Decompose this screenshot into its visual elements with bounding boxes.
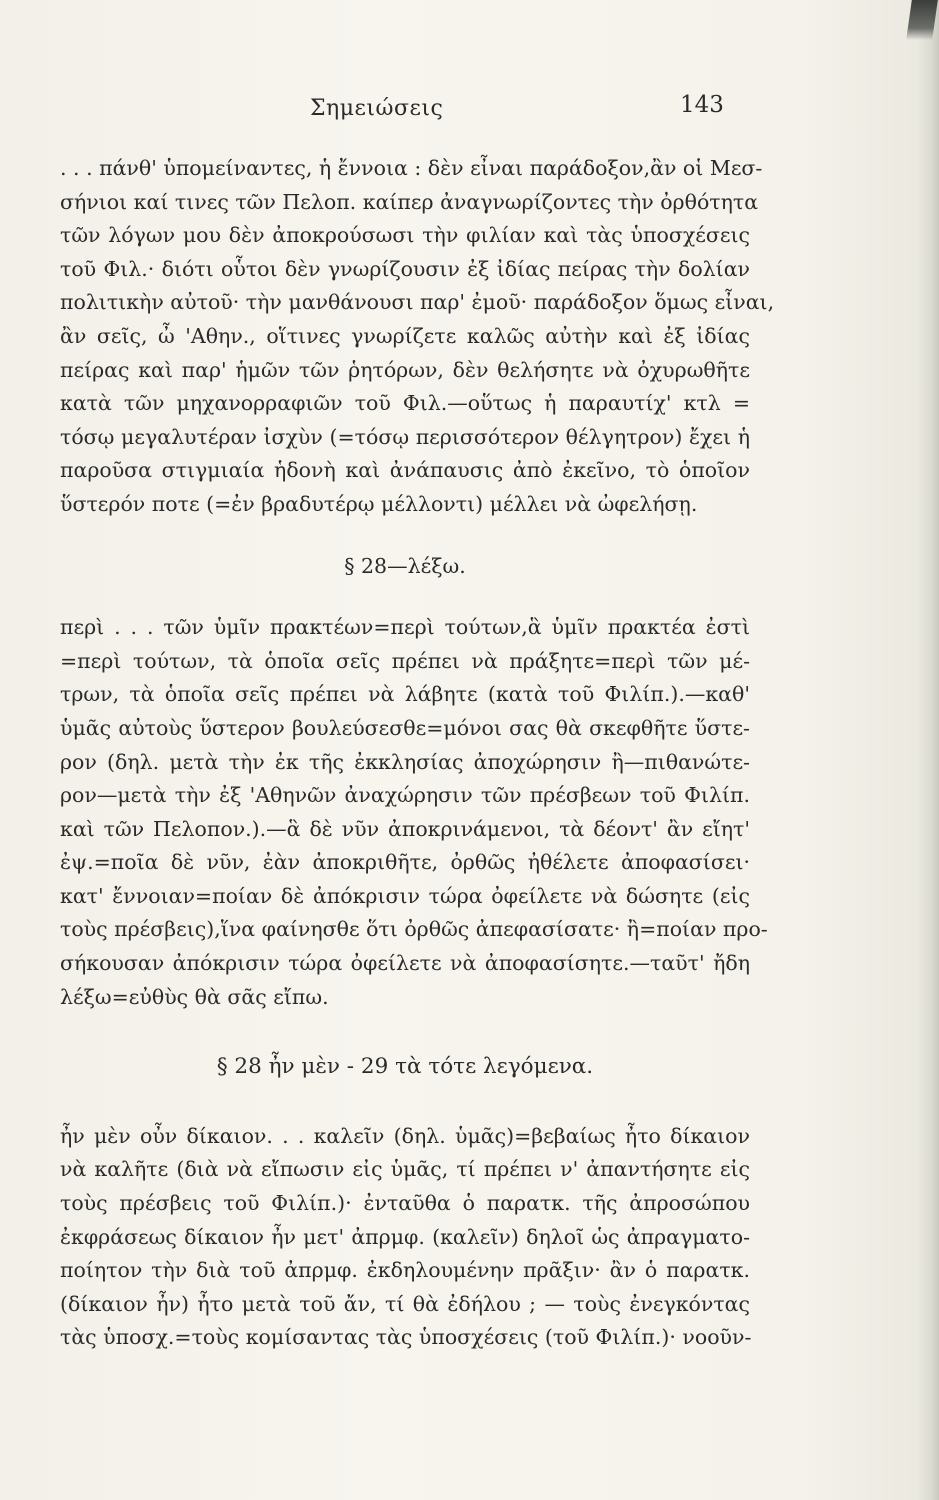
text-line: κατ' ἔννοιαν=ποίαν δὲ ἀπόκρισιν τώρα ὀφείλετε νὰ δώσητε (εἰς	[60, 883, 750, 908]
text-line: καὶ τῶν Πελοπον.).—ἃ δὲ νῦν ἀποκρινάμενοι, τὰ δέοντ' ἂν εἴητ'	[60, 816, 750, 841]
text-line: τοὺς πρέσβεις),ἵνα φαίνησθε ὅτι ὀρθῶς ἀπεφασίσατε· ἢ=ποίαν προ-	[60, 917, 768, 942]
paragraph-2	[60, 611, 768, 1014]
text-line: τὰς ὑποσχ.=τοὺς κομίσαντας τὰς ὑποσχέσεις (τοῦ Φιλίπ.)· νοοῦν-	[60, 1325, 752, 1350]
page-edge-shadow	[917, 0, 939, 1500]
text-line: ρον—μετὰ τὴν ἐξ 'Αθηνῶν ἀναχώρησιν τῶν πρέσβεων τοῦ Φιλίπ.	[60, 783, 750, 808]
page-header	[60, 92, 724, 128]
running-head: Σημειώσεις	[310, 96, 444, 121]
text-line: ἦν μὲν οὖν δίκαιον. . . καλεῖν (δηλ. ὑμᾶς)=βεβαίως ἦτο δίκαιον	[60, 1123, 750, 1148]
text-line: ὕστερόν ποτε (=ἐν βραδυτέρῳ μέλλοντι) μέλλει νὰ ὠφελήσῃ.	[60, 491, 698, 516]
page-number: 143	[680, 92, 724, 118]
page-body	[60, 152, 775, 1355]
text-line: σήκουσαν ἀπόκρισιν τώρα ὀφείλετε νὰ ἀποφασίσητε.—ταῦτ' ἤδη	[60, 951, 750, 976]
paragraph-3	[60, 1120, 750, 1355]
text-line: σήνιοι καί τινες τῶν Πελοπ. καίπερ ἀναγνωρίζοντες τὴν ὀρθότητα	[60, 189, 759, 214]
text-line: =περὶ τούτων, τὰ ὁποῖα σεῖς πρέπει νὰ πράξητε=περὶ τῶν μέ-	[60, 648, 750, 673]
paragraph-1	[60, 152, 775, 522]
text-line: ἐκφράσεως δίκαιον ἦν μετ' ἀπρμφ. (καλεῖν) δηλοῖ ὡς ἀπραγματο-	[60, 1224, 750, 1249]
text-line: . . . πάνθ' ὑπομείναντες, ἡ ἔννοια : δὲν εἶναι παράδοξον,ἂν οἱ Μεσ-	[60, 156, 763, 180]
text-line: πολιτικὴν αὐτοῦ· τὴν μανθάνουσι παρ' ἐμοῦ· παράδοξον ὅμως εἶναι,	[60, 290, 775, 315]
text-line: ρον (δηλ. μετὰ τὴν ἐκ τῆς ἐκκλησίας ἀποχώρησιν ἢ—πιθανώτε-	[60, 749, 750, 774]
text-line: παροῦσα στιγμιαία ἡδονὴ καὶ ἀνάπαυσις ἀπὸ ἐκεῖνο, τὸ ὁποῖον	[60, 458, 750, 483]
text-line: κατὰ τῶν μηχανορραφιῶν τοῦ Φιλ.—οὕτως ἡ παραυτίχ' κτλ =	[60, 391, 750, 416]
text-line: νὰ καλῆτε (διὰ νὰ εἴπωσιν εἰς ὑμᾶς, τί πρέπει ν' ἀπαντήσητε εἰς	[60, 1157, 750, 1182]
text-line: πείρας καὶ παρ' ἡμῶν τῶν ῥητόρων, δὲν θελήσητε νὰ ὀχυρωθῆτε	[60, 357, 750, 382]
text-line: τοὺς πρέσβεις τοῦ Φιλίπ.)· ἐνταῦθα ὁ παρατκ. τῆς ἀπροσώπου	[60, 1191, 750, 1216]
text-line: ποίητον τὴν διὰ τοῦ ἀπρμφ. ἐκδηλουμένην πρᾶξιν· ἂν ὁ παρατκ.	[60, 1258, 750, 1283]
text-line: περὶ . . . τῶν ὑμῖν πρακτέων=περὶ τούτων,ἃ ὑμῖν πρακτέα ἐστὶ	[60, 615, 750, 640]
text-line: λέξω=εὐθὺς θὰ σᾶς εἴπω.	[60, 984, 329, 1009]
section-heading-2: § 28 ἦν μὲν - 29 τὰ τότε λεγόμενα.	[216, 1054, 594, 1080]
section-heading-1: § 28—λέξω.	[344, 553, 466, 578]
text-line: τῶν λόγων μου δὲν ἀποκρούσωσι τὴν φιλίαν καὶ τὰς ὑποσχέσεις	[60, 223, 750, 248]
text-line: τόσῳ μεγαλυτέραν ἰσχὺν (=τόσῳ περισσότερον θέλγητρον) ἔχει ἡ	[60, 424, 750, 449]
text-line: ἐψ.=ποῖα δὲ νῦν, ἐὰν ἀποκριθῆτε, ὀρθῶς ἠθέλετε ἀποφασίσει·	[60, 850, 750, 875]
text-line: τοῦ Φιλ.· διότι οὗτοι δὲν γνωρίζουσιν ἐξ ἰδίας πείρας τὴν δολίαν	[60, 256, 750, 281]
text-line: τρων, τὰ ὁποῖα σεῖς πρέπει νὰ λάβητε (κατὰ τοῦ Φιλίπ.).—καθ'	[60, 682, 750, 707]
text-line: (δίκαιον ἦν) ἦτο μετὰ τοῦ ἄν, τί θὰ ἐδήλου ; — τοὺς ἐνεγκόντας	[60, 1291, 750, 1316]
text-line: ὑμᾶς αὐτοὺς ὕστερον βουλεύσεσθε=μόνοι σας θὰ σκεφθῆτε ὕστε-	[60, 715, 750, 740]
text-line: ἂν σεῖς, ὦ 'Αθην., οἵτινες γνωρίζετε καλῶς αὐτὴν καὶ ἐξ ἰδίας	[60, 323, 750, 348]
